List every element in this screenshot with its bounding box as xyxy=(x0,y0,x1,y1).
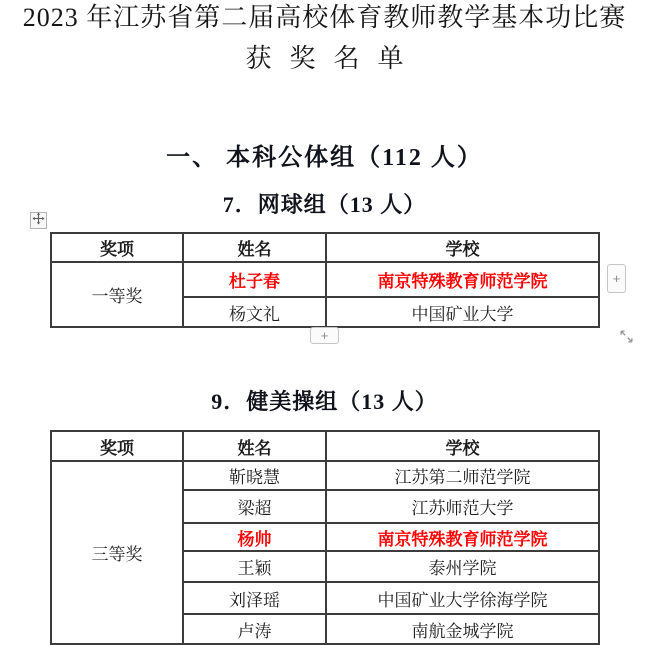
table-move-handle[interactable] xyxy=(30,212,47,229)
diagonal-resize-icon xyxy=(619,329,634,349)
header-name[interactable]: 姓名 xyxy=(183,431,326,461)
winner-name-cell[interactable]: 卢涛 xyxy=(183,614,326,644)
header-name[interactable]: 姓名 xyxy=(183,233,326,262)
award-group-cell[interactable]: 三等奖 xyxy=(51,461,183,644)
header-award[interactable]: 奖项 xyxy=(51,431,183,461)
winner-name-cell[interactable]: 王颖 xyxy=(183,551,326,582)
winner-school-cell[interactable]: 泰州学院 xyxy=(326,551,599,582)
winner-school-cell[interactable]: 江苏第二师范学院 xyxy=(326,461,599,490)
group-heading-tennis: 7．网球组（13 人） xyxy=(222,192,427,217)
winner-school-cell[interactable]: 南京特殊教育师范学院 xyxy=(326,262,599,297)
table-resize-handle[interactable] xyxy=(618,330,635,347)
table-row xyxy=(51,461,599,490)
winner-school-cell[interactable]: 南航金城学院 xyxy=(326,614,599,644)
table-header-row xyxy=(51,431,599,461)
document-title-line1: 2023 年江苏省第二届高校体育教师教学基本功比赛 xyxy=(22,3,627,32)
winner-school-cell[interactable]: 中国矿业大学 xyxy=(326,297,599,327)
section-heading-undergrad-group: 一、 本科公体组（112 人） xyxy=(166,145,483,171)
awards-table-aerobics xyxy=(50,430,600,645)
winner-name-cell[interactable]: 刘泽瑶 xyxy=(183,582,326,614)
winner-name-cell[interactable]: 靳晓慧 xyxy=(183,461,326,490)
insert-row-button[interactable]: + xyxy=(310,327,339,344)
header-award[interactable]: 奖项 xyxy=(51,233,183,262)
table-header-row xyxy=(51,233,599,262)
group-heading-aerobics: 9．健美操组（13 人） xyxy=(211,389,438,414)
winner-name-cell[interactable]: 杨帅 xyxy=(183,523,326,551)
award-group-cell[interactable]: 一等奖 xyxy=(51,262,183,327)
winner-school-cell[interactable]: 江苏师范大学 xyxy=(326,490,599,523)
document-title-line2: 获奖名单 xyxy=(245,44,422,73)
header-school[interactable]: 学校 xyxy=(326,233,599,262)
winner-school-cell[interactable]: 南京特殊教育师范学院 xyxy=(326,523,599,551)
move-cross-icon xyxy=(32,212,45,230)
winner-name-cell[interactable]: 杜子春 xyxy=(183,262,326,297)
awards-table-tennis xyxy=(50,232,600,328)
table-row xyxy=(51,262,599,297)
winner-name-cell[interactable]: 梁超 xyxy=(183,490,326,523)
header-school[interactable]: 学校 xyxy=(326,431,599,461)
winner-school-cell[interactable]: 中国矿业大学徐海学院 xyxy=(326,582,599,614)
winner-name-cell[interactable]: 杨文礼 xyxy=(183,297,326,327)
insert-column-button[interactable]: + xyxy=(607,264,626,293)
